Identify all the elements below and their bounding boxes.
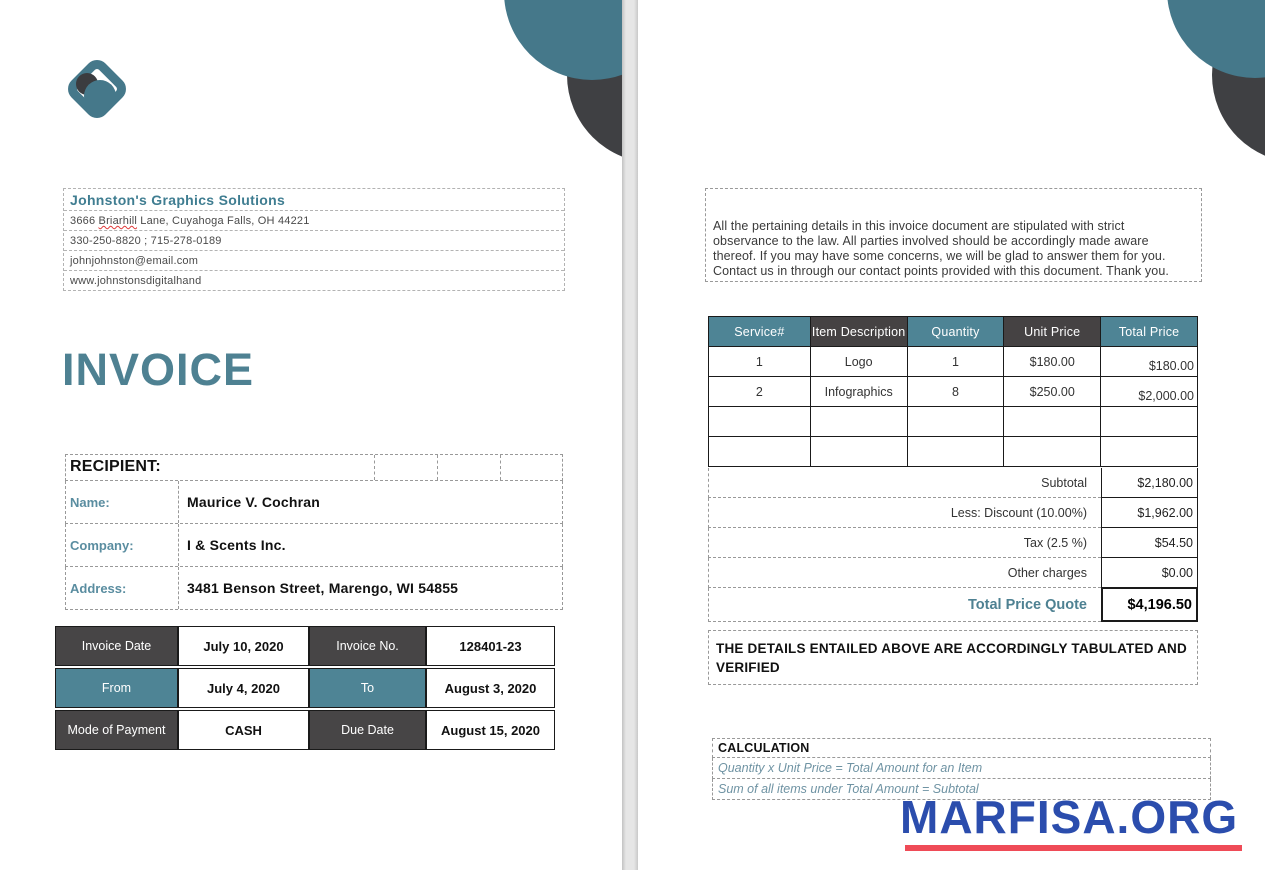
item-description-cell <box>810 437 907 467</box>
quantity-header: Quantity <box>907 317 1004 347</box>
invoice-page-2 <box>638 0 1265 870</box>
spellcheck-word: Briarhill <box>98 215 138 227</box>
period-from-value: July 4, 2020 <box>178 668 309 708</box>
discount-label: Less: Discount (10.00%) <box>708 498 1101 528</box>
discount-amount: $1,962.00 <box>1101 498 1198 528</box>
recipient-name-value: Maurice V. Cochran <box>187 494 321 510</box>
period-to-value: August 3, 2020 <box>426 668 555 708</box>
total-price-cell <box>1101 437 1198 467</box>
company-email: johnjohnston@email.com <box>64 250 564 270</box>
company-logo <box>62 53 132 125</box>
tax-row <box>708 528 1198 558</box>
unit-price-cell <box>1004 437 1101 467</box>
period-from-label: From <box>55 668 178 708</box>
total-price-cell <box>1101 407 1198 437</box>
table-row <box>709 437 1198 467</box>
other-charges-row <box>708 558 1198 588</box>
payment-mode-label: Mode of Payment <box>55 710 178 750</box>
total-price-header: Total Price <box>1101 317 1198 347</box>
table-row <box>55 668 555 708</box>
invoice-page-1 <box>0 0 622 870</box>
corner-teal-circle-decoration <box>1167 0 1265 78</box>
calculation-formula: Quantity x Unit Price = Total Amount for an Item <box>712 758 1211 779</box>
subtotal-amount: $2,180.00 <box>1101 468 1198 498</box>
tax-amount: $54.50 <box>1101 528 1198 558</box>
quantity-cell: 8 <box>907 377 1004 407</box>
logo-teal-dot-icon <box>84 80 116 112</box>
corner-teal-circle-decoration <box>504 0 622 80</box>
recipient-heading-row <box>65 454 563 481</box>
company-name: Johnston's Graphics Solutions <box>70 192 286 208</box>
company-website: www.johnstonsdigitalhand <box>64 270 564 290</box>
recipient-empty-cell <box>500 455 563 480</box>
due-date-label: Due Date <box>309 710 426 750</box>
item-description-cell: Infographics <box>810 377 907 407</box>
invoice-number-value: 128401-23 <box>426 626 555 666</box>
recipient-company-row <box>65 524 563 567</box>
recipient-name-label: Name: <box>66 481 179 523</box>
grand-total-amount: $4,196.50 <box>1101 588 1198 622</box>
service-number-header: Service# <box>709 317 811 347</box>
recipient-empty-cell <box>374 455 437 480</box>
recipient-address-label: Address: <box>66 567 179 609</box>
other-charges-label: Other charges <box>708 558 1101 588</box>
item-description-cell <box>810 407 907 437</box>
recipient-table <box>65 454 563 610</box>
invoice-date-value: July 10, 2020 <box>178 626 309 666</box>
table-row <box>55 710 555 750</box>
quantity-cell: 1 <box>907 347 1004 377</box>
company-info-box <box>63 188 565 291</box>
payment-mode-value: CASH <box>178 710 309 750</box>
grand-total-row <box>708 588 1198 622</box>
invoice-meta-table <box>55 624 555 752</box>
page-divider <box>622 0 638 870</box>
recipient-empty-cell <box>437 455 500 480</box>
recipient-company-label: Company: <box>66 524 179 566</box>
table-row <box>55 626 555 666</box>
legal-notice: All the pertaining details in this invoice document are stipulated with strict observance to the law. All parties involved should be accordingly made aware thereof. If you may have some concerns, we will be glad to answer them for you. Contact us in through our contact points provided with this document. Thank you. <box>705 188 1202 282</box>
recipient-address-value: 3481 Benson Street, Marengo, WI 54855 <box>187 580 459 596</box>
period-to-label: To <box>309 668 426 708</box>
totals-section <box>708 468 1198 622</box>
subtotal-row <box>708 468 1198 498</box>
item-description-header: Item Description <box>810 317 907 347</box>
calculation-heading: CALCULATION <box>712 738 1211 758</box>
table-header-row <box>709 317 1198 347</box>
recipient-company-value: I & Scents Inc. <box>187 537 286 553</box>
recipient-heading: RECIPIENT: <box>70 458 161 475</box>
company-address: 3666 Briarhill Lane, Cuyahoga Falls, OH 44221 <box>64 210 564 230</box>
discount-row <box>708 498 1198 528</box>
item-description-cell: Logo <box>810 347 907 377</box>
watermark-underline <box>905 845 1242 851</box>
company-phone: 330-250-8820 ; 715-278-0189 <box>64 230 564 250</box>
quantity-cell <box>907 437 1004 467</box>
page-title: INVOICE <box>62 344 255 395</box>
calculation-formula: Sum of all items under Total Amount = Subtotal <box>712 779 1211 800</box>
unit-price-header: Unit Price <box>1004 317 1101 347</box>
other-charges-amount: $0.00 <box>1101 558 1198 588</box>
unit-price-cell: $250.00 <box>1004 377 1101 407</box>
grand-total-label: Total Price Quote <box>708 588 1101 622</box>
verification-note: THE DETAILS ENTAILED ABOVE ARE ACCORDINGLY TABULATED AND VERIFIED <box>708 630 1198 685</box>
unit-price-cell: $180.00 <box>1004 347 1101 377</box>
tax-label: Tax (2.5 %) <box>708 528 1101 558</box>
due-date-value: August 15, 2020 <box>426 710 555 750</box>
service-items-table <box>708 316 1198 467</box>
table-row <box>709 377 1198 407</box>
table-row <box>709 347 1198 377</box>
service-number-cell <box>709 437 811 467</box>
unit-price-cell <box>1004 407 1101 437</box>
invoice-number-label: Invoice No. <box>309 626 426 666</box>
service-number-cell: 1 <box>709 347 811 377</box>
recipient-name-row <box>65 481 563 524</box>
invoice-date-label: Invoice Date <box>55 626 178 666</box>
table-row <box>709 407 1198 437</box>
site-watermark: MARFISA.ORG <box>900 791 1239 843</box>
quantity-cell <box>907 407 1004 437</box>
service-number-cell <box>709 407 811 437</box>
total-price-cell: $2,000.00 <box>1101 377 1198 407</box>
subtotal-label: Subtotal <box>708 468 1101 498</box>
total-price-cell: $180.00 <box>1101 347 1198 377</box>
service-number-cell: 2 <box>709 377 811 407</box>
recipient-address-row <box>65 567 563 610</box>
